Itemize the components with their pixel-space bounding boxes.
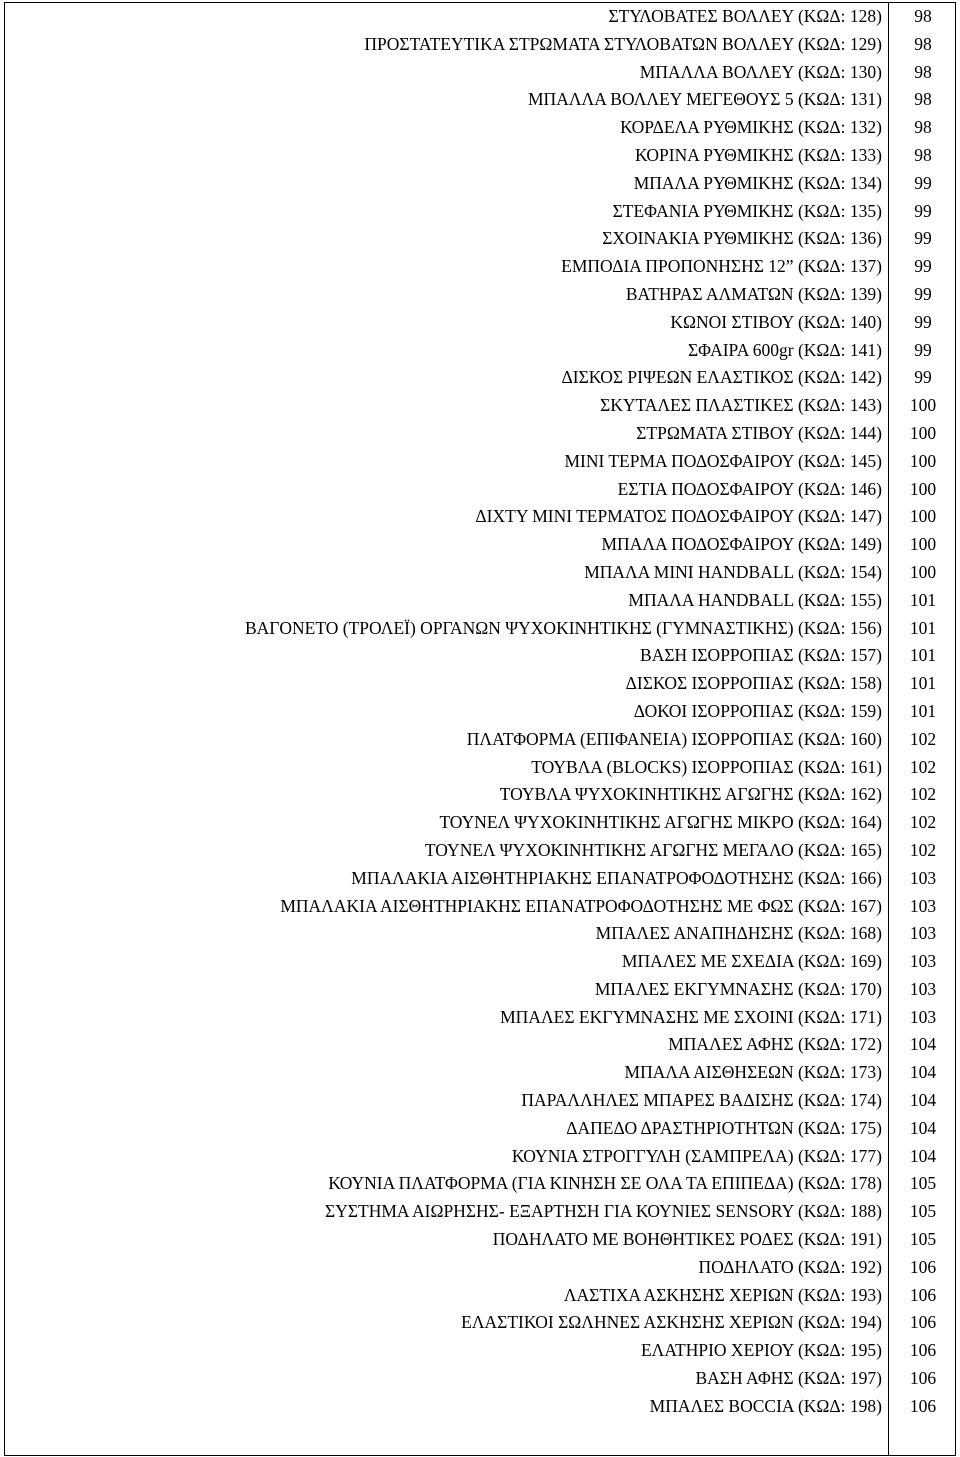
toc-entry-title: ΤΟΥΝΕΛ ΨΥΧΟΚΙΝΗΤΙΚΗΣ ΑΓΩΓΗΣ ΜΙΚΡΟ (ΚΩΔ: 164) [5, 809, 889, 837]
toc-page-number: 104 [909, 1062, 937, 1083]
toc-page-number: 101 [909, 589, 937, 610]
toc-entry-title: ΣΤΥΛΟΒΑΤΕΣ ΒΟΛΛΕΥ (ΚΩΔ: 128) [5, 3, 889, 31]
toc-entry-title: ΜΠΑΛΛΑ ΒΟΛΛΕΥ (ΚΩΔ: 130) [5, 59, 889, 87]
toc-entry-title: ΔΙΧΤΥ ΜΙΝΙ ΤΕΡΜΑΤΟΣ ΠΟΔΟΣΦΑΙΡΟΥ (ΚΩΔ: 147) [5, 503, 889, 531]
toc-row [5, 86, 955, 114]
toc-row [5, 1309, 955, 1337]
toc-page-number: 102 [909, 728, 937, 749]
toc-page-number: 100 [909, 422, 937, 443]
toc-row [5, 364, 955, 392]
toc-page-number: 98 [914, 89, 932, 110]
toc-page-number: 101 [909, 700, 937, 721]
toc-entry-title: ΜΠΑΛΛΑ ΒΟΛΛΕΥ ΜΕΓΕΘΟΥΣ 5 (ΚΩΔ: 131) [5, 86, 889, 114]
toc-entry-title: ΣΚΥΤΑΛΕΣ ΠΛΑΣΤΙΚΕΣ (ΚΩΔ: 143) [5, 392, 889, 420]
toc-row [5, 1004, 955, 1032]
toc-row [5, 920, 955, 948]
toc-row [5, 31, 955, 59]
toc-page-number: 106 [909, 1368, 937, 1389]
toc-page-number: 100 [909, 534, 937, 555]
toc-entry-title: ΜΠΑΛΑΚΙΑ ΑΙΣΘΗΤΗΡΙΑΚΗΣ ΕΠΑΝΑΤΡΟΦΟΔΟΤΗΣΗΣ (ΚΩΔ: 166) [5, 865, 889, 893]
toc-entry-title: ΜΠΑΛΕΣ ΑΝΑΠΗΔΗΣΗΣ (ΚΩΔ: 168) [5, 920, 889, 948]
toc-row [5, 1031, 955, 1059]
toc-row [5, 142, 955, 170]
toc-page-number: 98 [914, 33, 932, 54]
toc-entry-title: ΚΟΡΔΕΛΑ ΡΥΘΜΙΚΗΣ (ΚΩΔ: 132) [5, 114, 889, 142]
toc-row [5, 309, 955, 337]
toc-entry-title: ΜΠΑΛΑ ΡΥΘΜΙΚΗΣ (ΚΩΔ: 134) [5, 170, 889, 198]
toc-row [5, 448, 955, 476]
toc-row [5, 559, 955, 587]
toc-body [5, 3, 955, 1421]
toc-page-number: 104 [909, 1117, 937, 1138]
toc-page-number: 101 [909, 617, 937, 638]
toc-entry-title: ΔΙΣΚΟΣ ΡΙΨΕΩΝ ΕΛΑΣΤΙΚΟΣ (ΚΩΔ: 142) [5, 364, 889, 392]
toc-row [5, 1226, 955, 1254]
toc-row [5, 1170, 955, 1198]
toc-row [5, 1337, 955, 1365]
toc-entry-title: ΔΟΚΟΙ ΙΣΟΡΡΟΠΙΑΣ (ΚΩΔ: 159) [5, 698, 889, 726]
toc-entry-title: ΣΥΣΤΗΜΑ ΑΙΩΡΗΣΗΣ- ΕΞΑΡΤΗΣΗ ΓΙΑ ΚΟΥΝΙΕΣ SENSORY (ΚΩΔ: 188) [5, 1198, 889, 1226]
toc-page-number: 99 [914, 200, 932, 221]
toc-page-number: 99 [914, 228, 932, 249]
toc-page-number: 99 [914, 339, 932, 360]
toc-entry-title: ΔΑΠΕΔΟ ΔΡΑΣΤΗΡΙΟΤΗΤΩΝ (ΚΩΔ: 175) [5, 1115, 889, 1143]
toc-page-number: 106 [909, 1395, 937, 1416]
toc-page-number: 99 [914, 172, 932, 193]
toc-row [5, 198, 955, 226]
toc-entry-title: ΤΟΥΒΛΑ ΨΥΧΟΚΙΝΗΤΙΚΗΣ ΑΓΩΓΗΣ (ΚΩΔ: 162) [5, 781, 889, 809]
toc-page-number: 104 [909, 1145, 937, 1166]
toc-row [5, 642, 955, 670]
toc-entry-title: ΠΟΔΗΛΑΤΟ ΜΕ ΒΟΗΘΗΤΙΚΕΣ ΡΟΔΕΣ (ΚΩΔ: 191) [5, 1226, 889, 1254]
toc-row [5, 59, 955, 87]
toc-row [5, 1059, 955, 1087]
toc-entry-title: ΕΣΤΙΑ ΠΟΔΟΣΦΑΙΡΟΥ (ΚΩΔ: 146) [5, 476, 889, 504]
toc-entry-title: ΜΠΑΛΕΣ BOCCIA (ΚΩΔ: 198) [5, 1393, 889, 1421]
toc-page-number: 100 [909, 561, 937, 582]
toc-entry-title: ΣΦΑΙΡΑ 600gr (ΚΩΔ: 141) [5, 337, 889, 365]
toc-row [5, 754, 955, 782]
toc-page-number: 100 [909, 506, 937, 527]
toc-row [5, 976, 955, 1004]
toc-page-number: 98 [914, 61, 932, 82]
toc-row [5, 1198, 955, 1226]
toc-page-number: 98 [914, 144, 932, 165]
toc-row [5, 615, 955, 643]
toc-page-number: 104 [909, 1090, 937, 1111]
toc-row [5, 670, 955, 698]
toc-page-number: 99 [914, 283, 932, 304]
toc-entry-title: ΚΟΥΝΙΑ ΠΛΑΤΦΟΡΜΑ (ΓΙΑ ΚΙΝΗΣΗ ΣΕ ΟΛΑ ΤΑ ΕΠΙΠΕΔΑ) (ΚΩΔ: 178) [5, 1170, 889, 1198]
toc-page-number: 101 [909, 673, 937, 694]
toc-entry-title: ΜΠΑΛΕΣ ΕΚΓΥΜΝΑΣΗΣ (ΚΩΔ: 170) [5, 976, 889, 1004]
toc-page-number: 103 [909, 1006, 937, 1027]
toc-row [5, 893, 955, 921]
toc-entry-title: ΣΤΕΦΑΝΙΑ ΡΥΘΜΙΚΗΣ (ΚΩΔ: 135) [5, 198, 889, 226]
table-of-contents [4, 2, 956, 1456]
toc-row [5, 1143, 955, 1171]
toc-entry-title: ΠΛΑΤΦΟΡΜΑ (ΕΠΙΦΑΝΕΙΑ) ΙΣΟΡΡΟΠΙΑΣ (ΚΩΔ: 160) [5, 726, 889, 754]
toc-row [5, 781, 955, 809]
toc-entry-title: ΚΟΥΝΙΑ ΣΤΡΟΓΓΥΛΗ (ΣΑΜΠΡΕΛΑ) (ΚΩΔ: 177) [5, 1143, 889, 1171]
toc-row [5, 392, 955, 420]
toc-row [5, 1087, 955, 1115]
toc-entry-title: ΜΠΑΛΑ ΠΟΔΟΣΦΑΙΡΟΥ (ΚΩΔ: 149) [5, 531, 889, 559]
toc-row [5, 1254, 955, 1282]
toc-entry-title: ΣΤΡΩΜΑΤΑ ΣΤΙΒΟΥ (ΚΩΔ: 144) [5, 420, 889, 448]
toc-filler-page-cell [889, 1421, 955, 1455]
toc-row [5, 726, 955, 754]
toc-entry-title: ΤΟΥΒΛΑ (BLOCKS) ΙΣΟΡΡΟΠΙΑΣ (ΚΩΔ: 161) [5, 754, 889, 782]
toc-row [5, 170, 955, 198]
toc-row [5, 281, 955, 309]
toc-row [5, 114, 955, 142]
toc-page-number: 102 [909, 839, 937, 860]
toc-row [5, 531, 955, 559]
toc-page-number: 105 [909, 1229, 937, 1250]
toc-row [5, 1282, 955, 1310]
toc-row [5, 337, 955, 365]
toc-page-number: 102 [909, 812, 937, 833]
toc-entry-title: ΜΙΝΙ ΤΕΡΜΑ ΠΟΔΟΣΦΑΙΡΟΥ (ΚΩΔ: 145) [5, 448, 889, 476]
toc-row [5, 225, 955, 253]
toc-page-number: 106 [909, 1312, 937, 1333]
toc-bottom-filler [5, 1421, 955, 1456]
toc-entry-title: ΜΠΑΛΑ HANDBALL (ΚΩΔ: 155) [5, 587, 889, 615]
toc-entry-title: ΜΠΑΛΑ ΑΙΣΘΗΣΕΩΝ (ΚΩΔ: 173) [5, 1059, 889, 1087]
toc-page-number: 100 [909, 450, 937, 471]
toc-row [5, 1365, 955, 1393]
toc-row [5, 3, 955, 31]
toc-entry-title: ΒΑΤΗΡΑΣ ΑΛΜΑΤΩΝ (ΚΩΔ: 139) [5, 281, 889, 309]
toc-page-number: 103 [909, 895, 937, 916]
toc-row [5, 865, 955, 893]
toc-page-number: 106 [909, 1284, 937, 1305]
toc-row [5, 948, 955, 976]
toc-entry-title: ΜΠΑΛΑΚΙΑ ΑΙΣΘΗΤΗΡΙΑΚΗΣ ΕΠΑΝΑΤΡΟΦΟΔΟΤΗΣΗΣ ΜΕ ΦΩΣ (ΚΩΔ: 167) [5, 893, 889, 921]
toc-page-number: 99 [914, 256, 932, 277]
toc-entry-title: ΠΑΡΑΛΛΗΛΕΣ ΜΠΑΡΕΣ ΒΑΔΙΣΗΣ (ΚΩΔ: 174) [5, 1087, 889, 1115]
toc-page-number: 100 [909, 478, 937, 499]
toc-row [5, 420, 955, 448]
toc-page-number: 102 [909, 756, 937, 777]
toc-row [5, 1115, 955, 1143]
toc-entry-title: ΕΛΑΤΗΡΙΟ ΧΕΡΙΟΥ (ΚΩΔ: 195) [5, 1337, 889, 1365]
toc-row [5, 253, 955, 281]
toc-entry-title: ΜΠΑΛΑ ΜΙΝΙ HANDBALL (ΚΩΔ: 154) [5, 559, 889, 587]
toc-entry-title: ΕΛΑΣΤΙΚΟΙ ΣΩΛΗΝΕΣ ΑΣΚΗΣΗΣ ΧΕΡΙΩΝ (ΚΩΔ: 194) [5, 1309, 889, 1337]
toc-entry-title: ΚΩΝΟΙ ΣΤΙΒΟΥ (ΚΩΔ: 140) [5, 309, 889, 337]
toc-entry-title: ΣΧΟΙΝΑΚΙΑ ΡΥΘΜΙΚΗΣ (ΚΩΔ: 136) [5, 225, 889, 253]
toc-entry-title: ΜΠΑΛΕΣ ΑΦΗΣ (ΚΩΔ: 172) [5, 1031, 889, 1059]
toc-entry-title: ΠΡΟΣΤΑΤΕΥΤΙΚΑ ΣΤΡΩΜΑΤΑ ΣΤΥΛΟΒΑΤΩΝ ΒΟΛΛΕΥ (ΚΩΔ: 129) [5, 31, 889, 59]
toc-entry-title: ΚΟΡΙΝΑ ΡΥΘΜΙΚΗΣ (ΚΩΔ: 133) [5, 142, 889, 170]
toc-page-number: 98 [914, 6, 932, 26]
toc-row [5, 1393, 955, 1421]
toc-row [5, 809, 955, 837]
toc-filler-title-cell [5, 1421, 889, 1455]
toc-page-number: 103 [909, 978, 937, 999]
toc-page-number: 103 [909, 867, 937, 888]
toc-entry-title: ΛΑΣΤΙΧΑ ΑΣΚΗΣΗΣ ΧΕΡΙΩΝ (ΚΩΔ: 193) [5, 1282, 889, 1310]
toc-page-number: 100 [909, 395, 937, 416]
toc-page-number: 106 [909, 1256, 937, 1277]
toc-page-number: 105 [909, 1201, 937, 1222]
toc-page-number: 103 [909, 951, 937, 972]
toc-page-number: 102 [909, 784, 937, 805]
toc-page-number: 98 [914, 117, 932, 138]
toc-row [5, 587, 955, 615]
toc-entry-title: ΒΑΓΟΝΕΤΟ (ΤΡΟΛΕΪ) ΟΡΓΑΝΩΝ ΨΥΧΟΚΙΝΗΤΙΚΗΣ (ΓΥΜΝΑΣΤΙΚΗΣ) (ΚΩΔ: 156) [5, 615, 889, 643]
toc-entry-title: ΔΙΣΚΟΣ ΙΣΟΡΡΟΠΙΑΣ (ΚΩΔ: 158) [5, 670, 889, 698]
toc-row [5, 698, 955, 726]
toc-entry-title: ΒΑΣΗ ΙΣΟΡΡΟΠΙΑΣ (ΚΩΔ: 157) [5, 642, 889, 670]
toc-page-number: 106 [909, 1340, 937, 1361]
toc-entry-title: ΕΜΠΟΔΙΑ ΠΡΟΠΟΝΗΣΗΣ 12” (ΚΩΔ: 137) [5, 253, 889, 281]
toc-entry-title: ΒΑΣΗ ΑΦΗΣ (ΚΩΔ: 197) [5, 1365, 889, 1393]
toc-row [5, 837, 955, 865]
toc-page-number: 101 [909, 645, 937, 666]
toc-entry-title: ΤΟΥΝΕΛ ΨΥΧΟΚΙΝΗΤΙΚΗΣ ΑΓΩΓΗΣ ΜΕΓΑΛΟ (ΚΩΔ: 165) [5, 837, 889, 865]
toc-page-number: 103 [909, 923, 937, 944]
toc-entry-title: ΠΟΔΗΛΑΤΟ (ΚΩΔ: 192) [5, 1254, 889, 1282]
toc-page-number: 105 [909, 1173, 937, 1194]
toc-page-number: 104 [909, 1034, 937, 1055]
toc-row [5, 476, 955, 504]
toc-entry-title: ΜΠΑΛΕΣ ΜΕ ΣΧΕΔΙΑ (ΚΩΔ: 169) [5, 948, 889, 976]
toc-entry-title: ΜΠΑΛΕΣ ΕΚΓΥΜΝΑΣΗΣ ΜΕ ΣΧΟΙΝΙ (ΚΩΔ: 171) [5, 1004, 889, 1032]
toc-page-number: 99 [914, 311, 932, 332]
toc-row [5, 503, 955, 531]
toc-page-number: 99 [914, 367, 932, 388]
